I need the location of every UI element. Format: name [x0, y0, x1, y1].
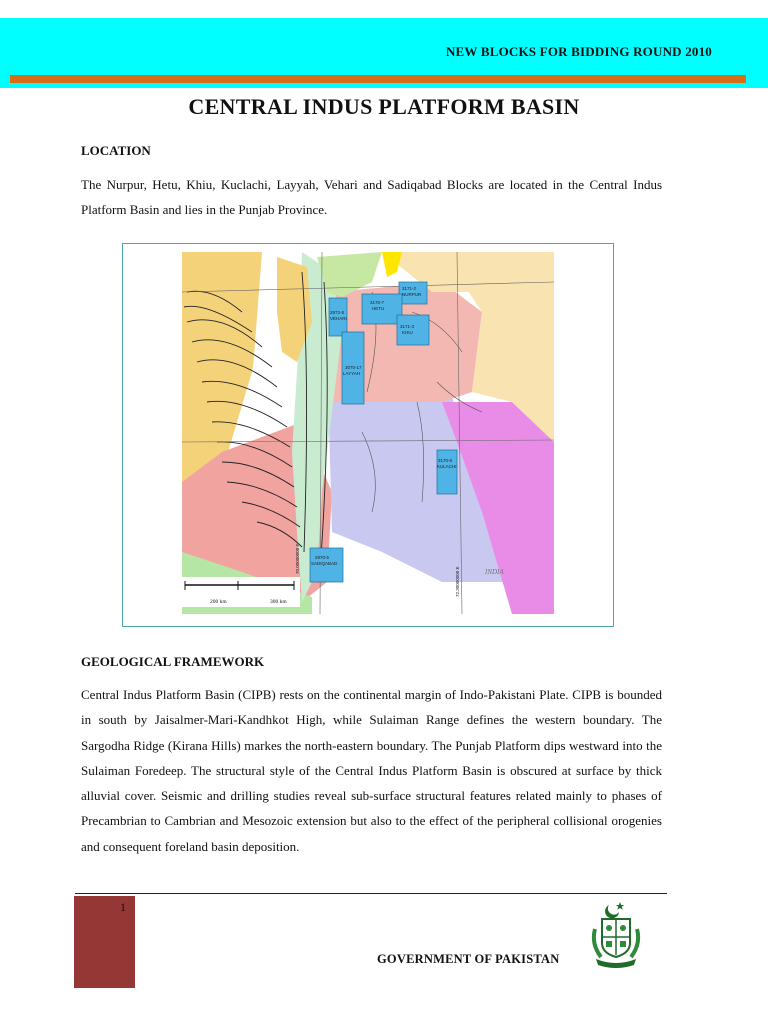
- scale-bar: [182, 577, 300, 607]
- block-name: HETU: [372, 306, 385, 311]
- grid-label: 72.30000000 E: [455, 566, 460, 597]
- block-code: 2870-5: [315, 555, 330, 560]
- block-name: NURPUR: [402, 292, 422, 297]
- location-heading: LOCATION: [81, 143, 151, 158]
- basin-map-graphic: [182, 252, 554, 614]
- scale-label: 200 km: [210, 599, 227, 605]
- block-name: VEHARI: [330, 316, 347, 321]
- page-number: 1: [120, 900, 126, 914]
- scale-label: 300 km: [270, 599, 287, 605]
- location-text: The Nurpur, Hetu, Khiu, Kuclachi, Layyah, Vehari and Sadiqabad Blocks are located in the Central Indus Platform Basin and lies in the Punjab Province.: [81, 177, 662, 218]
- block-name: KULACHI: [437, 464, 457, 469]
- footer-org: GOVERNMENT OF PAKISTAN: [377, 952, 560, 966]
- block-code: 3171-3: [400, 324, 415, 329]
- block-code: 2972-8: [330, 310, 345, 315]
- block-code: 3171-2: [402, 286, 417, 291]
- block-name: KHIU: [402, 330, 413, 335]
- block-code: 3170-7: [370, 300, 385, 305]
- block-name: SADIQABAD: [311, 561, 338, 566]
- block-name: LAYYAH: [343, 371, 361, 376]
- page-title: CENTRAL INDUS PLATFORM BASIN: [188, 94, 580, 119]
- geology-text: Central Indus Platform Basin (CIPB) rests on the continental margin of Indo-Pakistani Plate. CIPB is bounded in south by Jaisalmer-Mari-Kandhkot High, while Sulaiman Range defines the western boundary. The Sargodha Ridge (Kirana Hills) markes the north-eastern boundary. The Punjab Platform dips westward into the Sulaiman Foredeep. The structural style of the Central Indus Platform Basin is obscured at surface by thick alluvial cover. Seismic and drilling studies reveal sub-surface structural features related mainly to phases of Precambrian to Cambrian and Mesozoic extension but also to the effect of the peripheral collisional orogenies and consequent foreland basin deposition.: [81, 687, 662, 854]
- basin-map: [122, 243, 614, 627]
- block-code: 3070-17: [345, 365, 362, 370]
- geology-heading: GEOLOGICAL FRAMEWORK: [81, 654, 265, 669]
- header-rule: [10, 75, 746, 83]
- block-code: 3170-8: [438, 458, 453, 463]
- country-label: INDIA: [485, 568, 504, 576]
- header-title: NEW BLOCKS FOR BIDDING ROUND 2010: [445, 44, 712, 59]
- footer-rule: [75, 893, 667, 894]
- pakistan-emblem-icon: [587, 899, 645, 969]
- grid-label: 70.00000000 E: [295, 543, 300, 574]
